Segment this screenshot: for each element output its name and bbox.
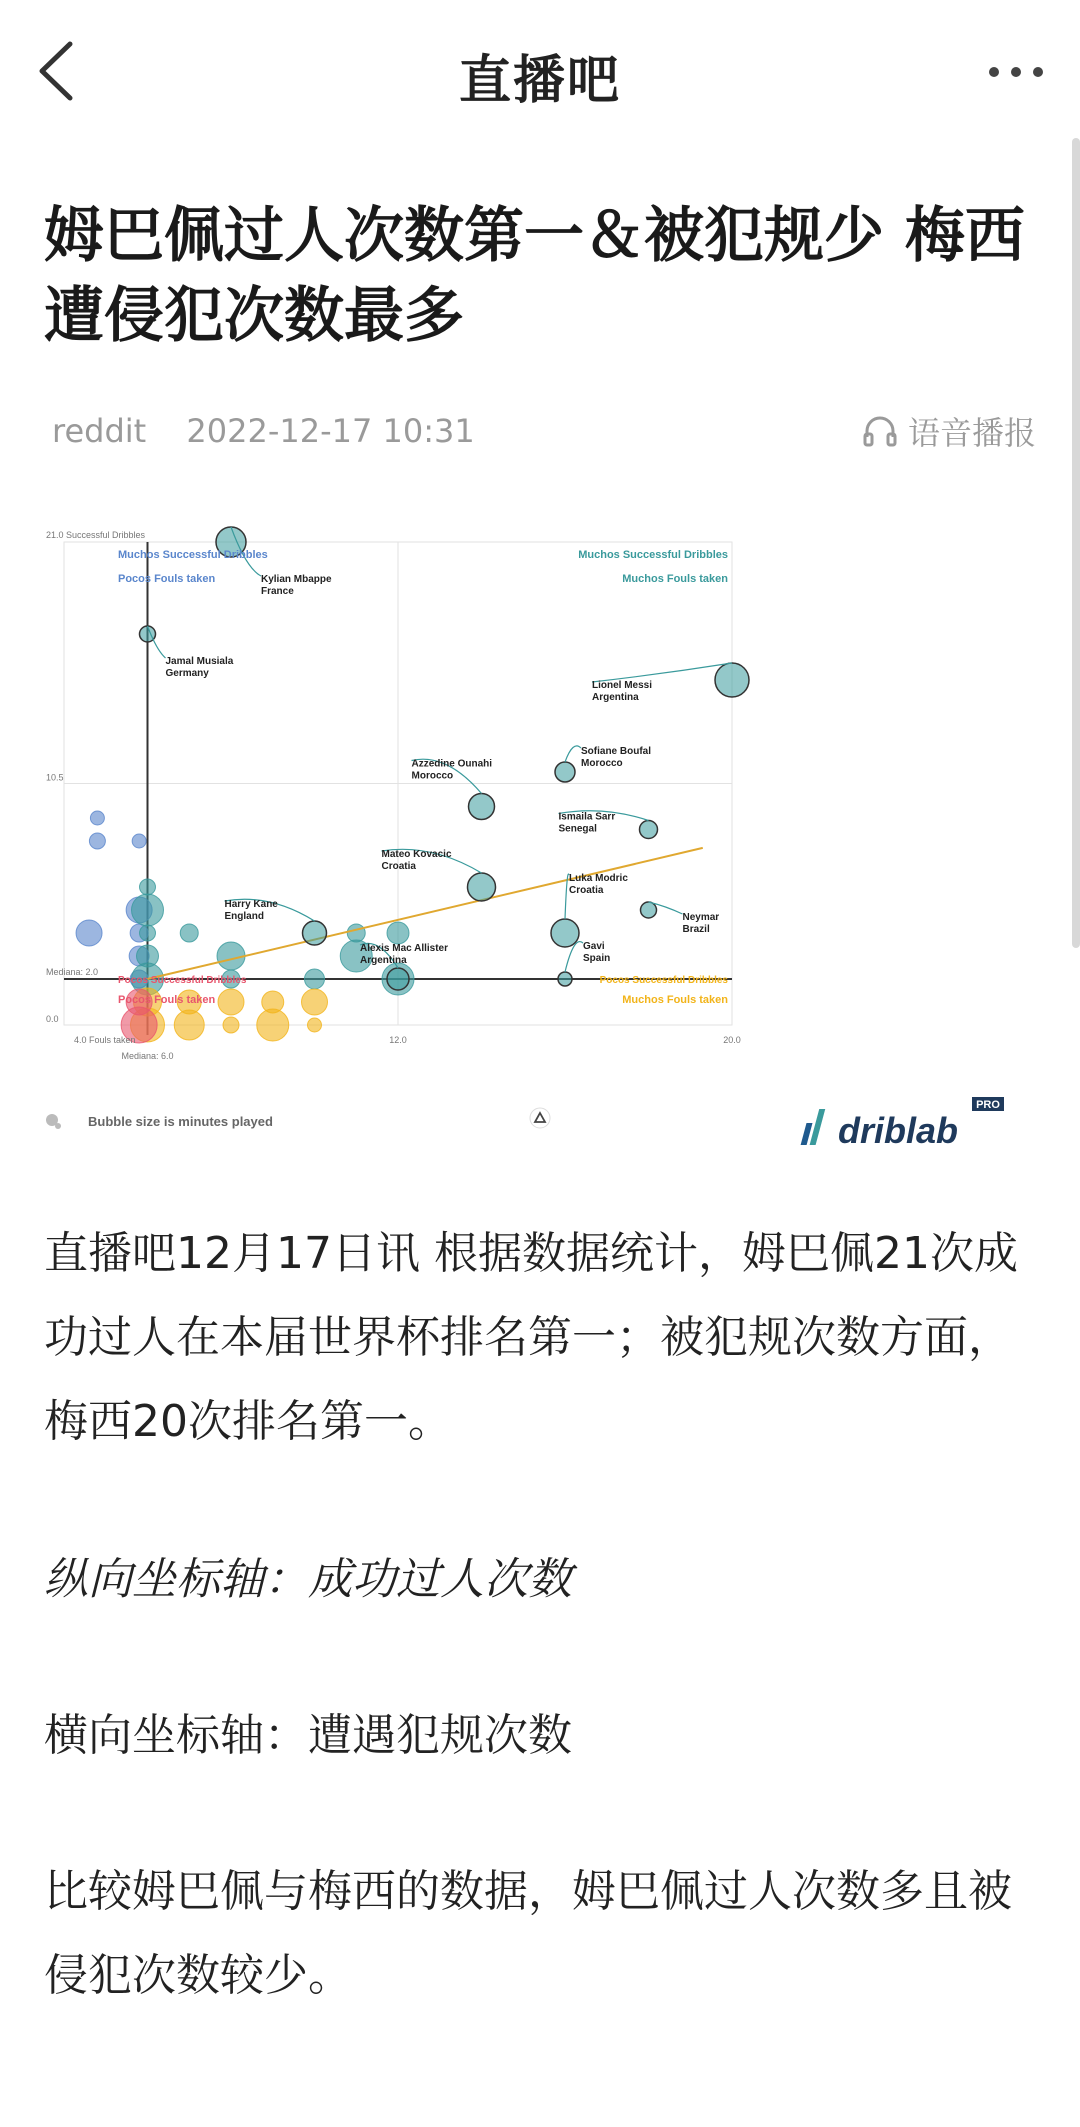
player-name: Sofiane Boufal [581,746,652,757]
bubble [308,1018,322,1032]
article-paragraph-2: 纵向坐标轴：成功过人次数 [44,1554,572,1605]
bubble [387,922,409,944]
x-tick-label: 20.0 [723,1035,741,1045]
bubble-note [46,1114,273,1129]
player-name: Kylian Mbappe [261,574,332,585]
bubble [257,1009,289,1041]
player-name: Azzedine Ounahi [411,758,493,770]
player-name: Ismaila Sarr [558,811,616,823]
player-bubble [469,794,495,820]
bubble [140,879,156,895]
bubble [132,894,164,926]
player-team: Germany [165,668,209,679]
quadrant-label: Muchos Fouls taken [622,994,728,1006]
player-team: Croatia [569,885,604,896]
player-name: Mateo Kovacic [381,849,452,860]
article-paragraph-1: 直播吧12月17日讯 根据数据统计，姆巴佩21次成功过人在本届世界杯排名第一；被犯规次数方面，梅西20次排名第一。 [44,1228,1018,1447]
quadrant-label: Pocos Successful Dribbles [599,975,728,986]
player-team: Morocco [411,770,454,782]
scrollbar[interactable] [1072,138,1080,948]
bubble [347,924,365,942]
top-bar [0,0,1080,140]
bubble [180,924,198,942]
bubble-note-text: Bubble size is minutes played [88,1114,273,1129]
player-name: Gavi [583,941,605,952]
bubble [218,989,244,1015]
article-paragraph-4: 比较姆巴佩与梅西的数据，姆巴佩过人次数多且被侵犯次数较少。 [44,1866,1012,2001]
article-source: reddit [52,412,147,450]
bubble [89,833,105,849]
x-tick-label: 4.0 Fouls taken [74,1035,136,1045]
more-button[interactable] [986,54,1046,90]
bubble [223,1017,239,1033]
player-team: Senegal [558,823,597,835]
headphones-icon [862,413,898,449]
chevron-left-icon [30,38,90,104]
quadrant-label: Muchos Fouls taken [622,573,728,585]
ellipsis-icon [986,54,1046,90]
player-team: Brazil [682,924,710,935]
player-name: Harry Kane [224,899,278,910]
player-bubble [551,919,579,947]
bubble [76,920,102,946]
article-paragraph-3: 横向坐标轴：遭遇犯规次数 [44,1710,572,1761]
bubble [140,925,156,941]
player-team: England [224,911,264,922]
player-team: Croatia [381,861,416,872]
player-bubble [468,873,496,901]
tts-label: 语音播报 [907,414,1036,452]
bubble [90,811,104,825]
bubble [174,1010,204,1040]
zoom-icon [530,1108,550,1128]
callout-arc [565,746,581,762]
back-button[interactable] [30,38,90,104]
player-bubble [387,968,409,990]
median-y-label: Mediana: 2.0 [46,967,99,977]
app-brand: 直播吧 [458,51,621,111]
chart-bubbles [76,811,414,1043]
logo-badge: PRO [976,1099,1000,1111]
x-tick-label: 12.0 [389,1035,407,1045]
player-callouts [140,527,750,990]
player-bubble [715,663,749,697]
player-name: Luka Modric [569,873,628,884]
median-x-label: Mediana: 6.0 [121,1051,174,1061]
driblab-logo [801,1097,1004,1151]
quadrant-label: Pocos Fouls taken [118,994,216,1006]
quadrant-label: Pocos Fouls taken [118,573,216,585]
quadrant-label: Muchos Successful Dribbles [118,549,268,561]
bubble [305,969,325,989]
y-tick-label: 0.0 [46,1014,59,1024]
article-timestamp: 2022-12-17 10:31 [186,412,475,450]
bubble [132,834,146,848]
article-meta [52,412,505,450]
quadrant-label: Muchos Successful Dribbles [578,549,728,561]
player-bubble [641,902,657,918]
player-bubble [555,762,575,782]
bubble-chart [44,520,1036,1170]
player-team: Spain [583,953,611,964]
player-team: Argentina [592,692,639,703]
y-tick-label: 10.5 [46,772,64,783]
article-title: 姆巴佩过人次数第一＆被犯规少 梅西遭侵犯次数最多 [44,201,1025,351]
player-bubble [558,972,572,986]
player-name: Lionel Messi [592,680,653,691]
logo-wordmark: driblab [838,1110,959,1151]
player-bubble [640,821,658,839]
player-name: Jamal Musiala [165,656,234,667]
player-team: Argentina [360,955,407,966]
player-name: Neymar [682,912,720,923]
y-tick-label: 21.0 Successful Dribbles [46,530,146,540]
tts-button[interactable] [862,408,1036,454]
player-bubble [303,921,327,945]
player-team: Morocco [581,758,623,769]
player-name: Alexis Mac Allister [360,943,449,954]
player-team: France [261,586,294,597]
quadrant-label: Pocos Successful Dribbles [118,975,247,986]
bubble [302,989,328,1015]
chart-figure [44,520,1036,1170]
